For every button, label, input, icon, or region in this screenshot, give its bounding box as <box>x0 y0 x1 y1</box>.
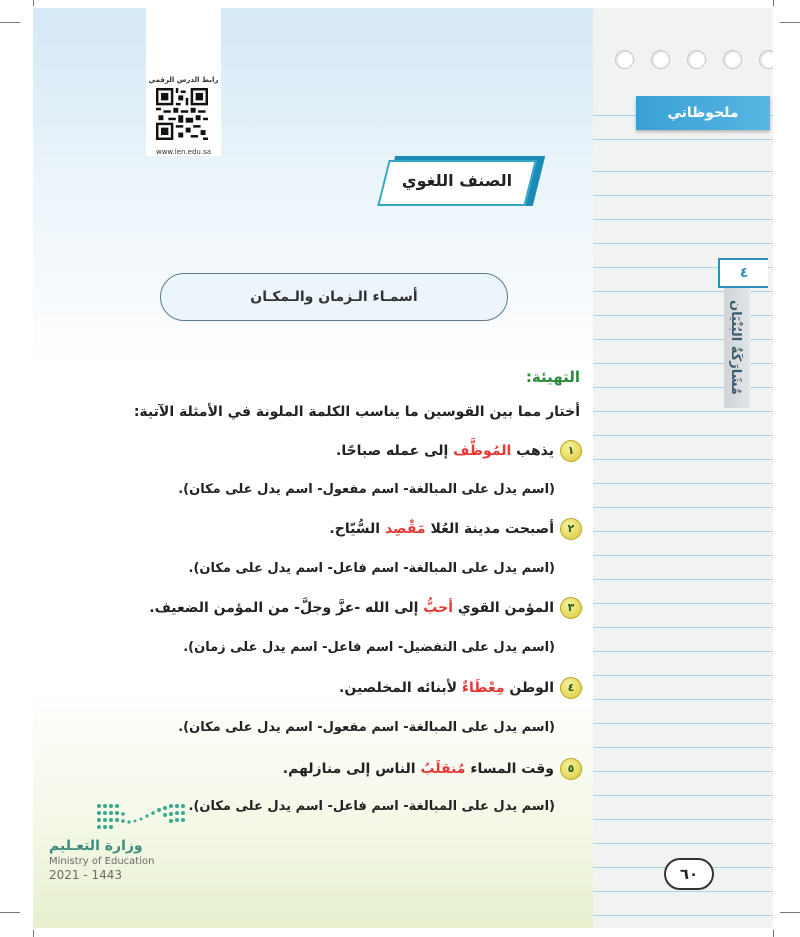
binder-hole-icon <box>723 50 742 69</box>
example-sentence <box>149 597 582 619</box>
sentence-text: وقت المساء مُنقلَبُ الناس إلى منازلهم. <box>282 761 554 777</box>
sentence-text: يذهب المُوظَّف إلى عمله صباحًا. <box>336 443 554 459</box>
highlighted-word: مَقْصِد <box>384 521 426 537</box>
unit-ribbon <box>724 288 750 408</box>
item-number-badge: ٢ <box>560 518 582 540</box>
binder-hole-icon <box>615 50 634 69</box>
ministry-name-english: Ministry of Education <box>49 856 155 867</box>
crop-mark <box>33 0 34 6</box>
binder-hole-icon <box>651 50 670 69</box>
example-sentence <box>329 518 582 540</box>
unit-number: ٤ <box>718 258 768 288</box>
qr-label: رابط الدرس الرقمي <box>148 76 219 84</box>
section-header-badge <box>383 152 541 212</box>
qr-card[interactable] <box>146 8 221 156</box>
example-sentence <box>283 758 582 780</box>
answer-choices: (اسم يدل على المبالغة- اسم فاعل- اسم يدل على مكان). <box>188 561 555 576</box>
highlighted-word: مُنقلَبُ <box>420 761 466 777</box>
item-number-badge: ١ <box>560 440 582 462</box>
answer-choices: (اسم يدل على المبالغة- اسم فاعل- اسم يدل على مكان). <box>188 799 555 814</box>
warmup-heading: التهيئة: <box>525 368 580 386</box>
ministry-name-arabic: وزارة التعـليم <box>49 838 143 854</box>
binder-holes <box>615 50 773 69</box>
example-sentence <box>336 440 582 462</box>
notes-panel <box>593 8 773 928</box>
crop-mark <box>0 912 20 913</box>
answer-choices: (اسم يدل على المبالغة- اسم مفعول- اسم يدل على مكان). <box>178 482 555 497</box>
lesson-topic: أسمـاء الـزمان والـمكـان <box>160 273 508 321</box>
crop-mark <box>780 22 800 23</box>
answer-choices: (اسم يدل على المبالغة- اسم مفعول- اسم يدل على مكان). <box>178 720 555 735</box>
binder-hole-icon <box>759 50 773 69</box>
unit-title: مُشَارَكَةٌ البُنْيَان <box>728 300 743 395</box>
highlighted-word: أحبُّ <box>423 600 454 616</box>
sentence-text: الوطن مِعْطَاءٌ لأبنائه المخلصين. <box>339 680 554 696</box>
crop-mark <box>0 22 20 23</box>
section-title: الصنف اللغوي <box>401 171 513 190</box>
example-sentence <box>339 677 582 699</box>
crop-mark <box>33 930 34 937</box>
sentence-text: أصبحت مدينة العُلا مَقْصِد السُّيّاح. <box>329 521 554 537</box>
sentence-text: المؤمن القوي أحبُّ إلى الله -عزَّ وجلَّ- من المؤمن الضعيف. <box>149 600 554 616</box>
highlighted-word: المُوظَّف <box>453 443 512 459</box>
crop-mark <box>780 912 800 913</box>
binder-hole-icon <box>687 50 706 69</box>
answer-choices: (اسم يدل على التفضيل- اسم فاعل- اسم يدل على زمان). <box>183 640 555 655</box>
page-number: ٦٠ <box>664 858 714 890</box>
ministry-logo-icon <box>95 800 187 832</box>
notes-tab-label: ملحوظاتي <box>667 105 739 121</box>
crop-mark <box>773 0 774 6</box>
notes-tab <box>636 96 770 130</box>
crop-mark <box>773 930 774 937</box>
ministry-year: 2021 - 1443 <box>49 868 123 882</box>
item-number-badge: ٥ <box>560 758 582 780</box>
highlighted-word: مِعْطَاءٌ <box>461 680 505 696</box>
lesson-page <box>33 8 593 928</box>
item-number-badge: ٣ <box>560 597 582 619</box>
item-number-badge: ٤ <box>560 677 582 699</box>
qr-url[interactable]: www.ien.edu.sa <box>155 148 212 156</box>
instruction-text: أختار مما بين القوسين ما يناسب الكلمة الملونة في الأمثلة الآتية: <box>133 404 580 420</box>
qr-code-icon[interactable] <box>156 88 208 140</box>
